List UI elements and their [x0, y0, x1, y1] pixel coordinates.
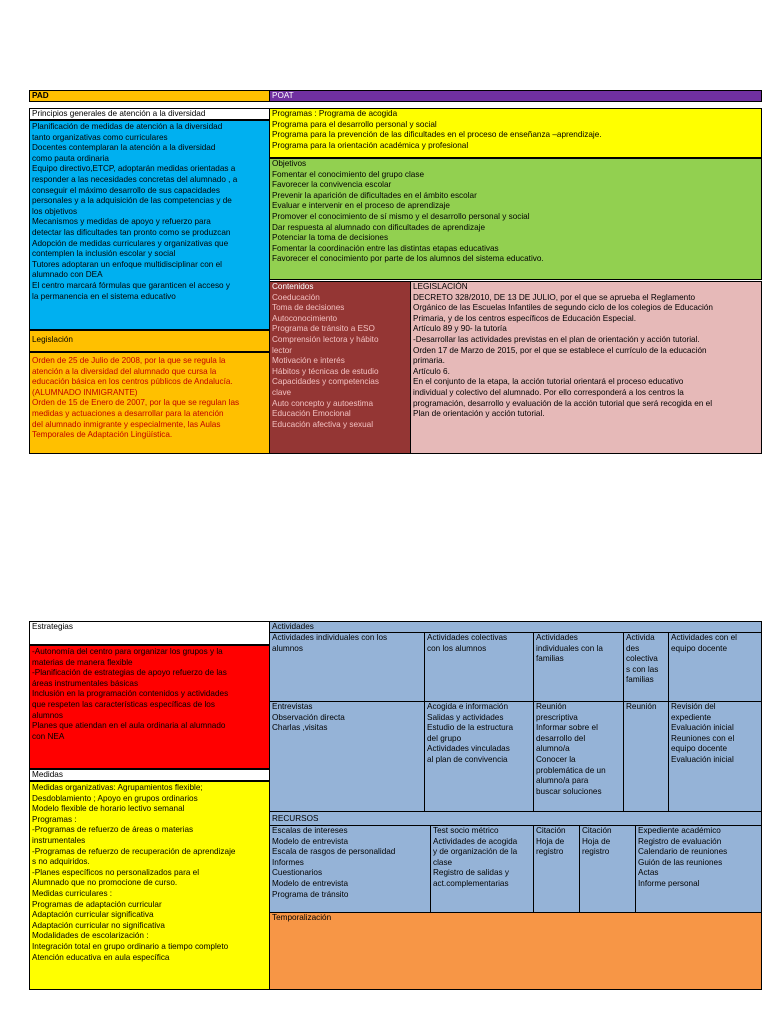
objetivo-line: Favorecer la convivencia escolar [272, 180, 392, 190]
act-item-line: Actividades vinculadas [427, 744, 510, 754]
act-item-line: expediente [671, 712, 712, 722]
medida-line: Medidas organizativas: Agrupamientos flexible; [32, 783, 203, 792]
contenido-line: Educación Emocional [272, 409, 351, 419]
recursos-cell-1 [269, 825, 431, 913]
act-item-line: desarrollo del [536, 733, 586, 743]
act-item-line: Salidas y actividades [427, 712, 504, 722]
act-item-line: Informar sobre el [536, 723, 598, 733]
principio-line: la permanencia en el sistema educativo [32, 291, 176, 301]
act-item-line: buscar soluciones [536, 786, 602, 796]
principio-line: Adopción de medidas curriculares y organizativas que [32, 238, 229, 248]
estrategias-title-label: Estrategias [32, 622, 73, 631]
legislacion-right-line: Orgánico de las Escuelas Infantiles de segundo ciclo de los colegios de Educación [413, 303, 713, 313]
legislacion-right-line: individual y colectivo del alumnado. Por ello corresponderá a los centros la [413, 387, 684, 397]
recursos-cell-3 [533, 825, 580, 913]
act-item-line: alumno/a [536, 744, 570, 754]
act-item-line: Estudio de la estructura [427, 723, 514, 733]
recurso-line: Informes [272, 857, 304, 867]
recurso-line: Registro de salidas y [433, 868, 509, 878]
medida-line: Medidas curriculares : [32, 888, 113, 898]
act-header-line: des [626, 643, 640, 653]
act-header-line: Actividades [536, 633, 578, 642]
medida-line: -Planes específicos no personalizados para el [32, 867, 200, 877]
medidas-body [29, 781, 270, 990]
estrategia-line: Inclusión en la programación contenidos y actividades [32, 689, 229, 699]
recurso-line: act.complementarias [433, 878, 509, 888]
principio-line: detectar las dificultades tan pronto como se produzcan [32, 227, 231, 237]
act-item-line: Evaluación inicial [671, 754, 734, 764]
recurso-line: Cuestionarios [272, 868, 323, 878]
objetivo-line: Fomentar el conocimiento del grupo clase [272, 169, 425, 179]
legislacion-left-body [29, 352, 270, 454]
medidas-title-label: Medidas [32, 770, 63, 779]
principios-title [29, 108, 270, 120]
legislacion-left-line: (ALUMNADO INMIGRANTE) [32, 387, 138, 397]
estrategia-line: -Planificación de estrategias de apoyo refuerzo de las [32, 668, 227, 678]
contenido-line: clave [272, 387, 292, 397]
act-item-line: del grupo [427, 733, 462, 743]
contenido-line: Capacidades y competencias [272, 377, 379, 387]
principio-line: El centro marcará fórmulas que garanticen el acceso y [32, 280, 230, 290]
medida-line: -Programas de refuerzo de áreas o materias [32, 825, 194, 835]
recurso-line: Informe personal [638, 878, 700, 888]
legislacion-right-line: DECRETO 328/2010, DE 13 DE JULIO, por el que se aprueba el Reglamento [413, 292, 696, 302]
estrategias-title [29, 621, 270, 645]
legislacion-right-line: programación, desarrollo y evaluación de la acción tutorial que será recogida en el [413, 398, 713, 408]
estrategia-line: materias de manera flexible [32, 657, 133, 667]
recurso-line: Programa de tránsito [272, 889, 349, 899]
recurso-line: Hoja de [536, 836, 565, 846]
act-header-line: Activida [626, 633, 655, 642]
act-cell-individuales-alumnos [269, 701, 425, 812]
recurso-line: Expediente académico [638, 826, 721, 835]
principio-line: como pauta ordinaria [32, 153, 109, 163]
recurso-line: Actas [638, 868, 659, 878]
poat-header [269, 90, 762, 102]
legislacion-right-line: -Desarrollar las actividades previstas en el plan de orientación y acción tutorial. [413, 334, 700, 344]
contenido-line: lector [272, 345, 293, 355]
legislacion-left-line: medidas y actuaciones a desarrollar para la atención [32, 408, 224, 418]
recurso-line: registro [536, 847, 564, 857]
legislacion-right-line: Orden 17 de Marzo de 2015, por el que se establece el currículo de la educación [413, 345, 707, 355]
act-header-colectivas-alumnos [424, 632, 534, 702]
actividades-title-label: Actividades [272, 622, 314, 631]
objetivos-title: Objetivos [272, 159, 307, 168]
principio-line: tanto organizativas como curriculares [32, 132, 168, 142]
temporalizacion-title: Temporalización [272, 913, 332, 922]
medida-line: -Programas de refuerzo de recuperación de aprendizaje [32, 846, 236, 856]
principio-line: responder a las necesidades concretas del alumnado , a [32, 174, 238, 184]
recurso-line: Calendario de reuniones [638, 847, 728, 857]
act-header-line: equipo docente [671, 643, 727, 653]
recurso-line: registro [582, 847, 610, 857]
principio-line: alumnado con DEA [32, 270, 103, 280]
estrategias-body [29, 645, 270, 769]
programa-line: Programa para la prevención de las dificultades en el proceso de enseñanza –aprendizaje. [272, 130, 602, 140]
medida-line: Modalidades de escolarización : [32, 931, 149, 941]
objetivo-line: Prevenir la aparición de dificultades en el ámbito escolar [272, 190, 477, 200]
act-header-line: colectiva [626, 654, 658, 664]
medidas-title [29, 769, 270, 781]
legislacion-left-title-label: Legislación [32, 335, 73, 344]
contenido-line: Programa de tránsito a ESO [272, 324, 375, 334]
legislacion-right-block [410, 281, 762, 454]
programas-title: Programas : Programa de acogida [272, 109, 398, 118]
legislacion-left-line: educación básica en los centros públicos de Andalucía. [32, 377, 233, 387]
act-header-colectivas-familias [623, 632, 669, 702]
objetivo-line: Dar respuesta al alumnado con dificultades de aprendizaje [272, 222, 486, 232]
recursos-title [269, 811, 762, 826]
recurso-line: Registro de evaluación [638, 836, 722, 846]
medida-line: Atención educativa en aula específica [32, 952, 170, 962]
act-cell-equipo-docente [668, 701, 762, 812]
legislacion-right-line: primaria. [413, 356, 445, 366]
contenido-line: Autoconocimiento [272, 313, 338, 323]
contenido-line: Hábitos y técnicas de estudio [272, 366, 379, 376]
recurso-line: Escala de rasgos de personalidad [272, 847, 396, 857]
act-item-line: Acogida e información [427, 702, 509, 711]
act-header-individuales-alumnos [269, 632, 425, 702]
recursos-cell-4 [579, 825, 636, 913]
act-item-line: equipo docente [671, 744, 727, 754]
recurso-line: clase [433, 857, 453, 867]
principio-line: Mecanismos y medidas de apoyo y refuerzo para [32, 217, 211, 227]
legislacion-left-line: Orden de 25 de Julio de 2008, por la que se regula la [32, 356, 226, 365]
estrategia-line: alumnos [32, 710, 63, 720]
recurso-line: Modelo de entrevista [272, 836, 349, 846]
act-header-line: individuales con la [536, 643, 603, 653]
act-item-line: Observación directa [272, 712, 345, 722]
act-cell-colectivas-familias [623, 701, 669, 812]
contenidos-block [269, 281, 411, 454]
contenido-line: Toma de decisiones [272, 303, 345, 313]
act-item-line: problemática de un [536, 765, 606, 775]
act-item-line: prescriptiva [536, 712, 578, 722]
medida-line: Alumnado que no promocione de curso. [32, 878, 178, 888]
legislacion-left-line: Orden de 15 de Enero de 2007, por la que se regulan las [32, 398, 240, 408]
recurso-line: Escalas de intereses [272, 826, 348, 835]
principio-line: contemplen la inclusión escolar y social [32, 249, 176, 259]
medida-line: s no adquiridos. [32, 857, 90, 867]
medida-line: Programas : [32, 814, 77, 824]
principios-list [29, 120, 270, 330]
contenido-line: Auto concepto y autoestima [272, 398, 374, 408]
pad-header [29, 90, 270, 102]
act-item-line: Evaluación inicial [671, 723, 734, 733]
recurso-line: Guión de las reuniones [638, 857, 723, 867]
legislacion-right-line: En el conjunto de la etapa, la acción tutorial orientará el proceso educativo [413, 377, 684, 387]
objetivo-line: Promover el conocimiento de sí mismo y el desarrollo personal y social [272, 211, 530, 221]
act-header-line: Actividades colectivas [427, 633, 508, 642]
principio-line: Planificación de medidas de atención a la diversidad [32, 122, 223, 131]
objetivos-block [269, 158, 762, 280]
act-item-line: Conocer la [536, 754, 576, 764]
principio-line: personales y a la adquisición de las competencias y de [32, 196, 232, 206]
temporalizacion-block [269, 912, 762, 990]
legislacion-right-title: LEGISLACIÓN [413, 282, 468, 291]
act-item-line: Revisión del [671, 702, 716, 711]
principio-line: conseguir el máximo desarrollo de sus capacidades [32, 185, 220, 195]
programas-block [269, 108, 762, 158]
principio-line: Equipo directivo,ETCP, adoptarán medidas orientadas a [32, 164, 236, 174]
legislacion-right-line: Artículo 6. [413, 366, 450, 376]
recurso-line: Citación [536, 826, 566, 835]
recursos-cell-2 [430, 825, 534, 913]
contenido-line: Comprensión lectora y hábito [272, 334, 379, 344]
objetivo-line: Favorecer el conocimiento por parte de los alumnos del sistema educativo. [272, 254, 544, 264]
act-item-line: Reuniones con el [671, 733, 735, 743]
estrategia-line: -Autonomía del centro para organizar los grupos y la [32, 647, 223, 656]
medida-line: Adaptación curricular no significativa [32, 920, 165, 930]
legislacion-left-line: del alumnado inmigrante y especialmente, las Aulas [32, 419, 221, 429]
programa-line: Programa para el desarrollo personal y social [272, 119, 437, 129]
recurso-line: Citación [582, 826, 612, 835]
act-header-equipo-docente [668, 632, 762, 702]
contenidos-title: Contenidos [272, 282, 314, 291]
pad-header-label: PAD [32, 91, 49, 100]
objetivo-line: Evaluar e intervenir en el proceso de aprendizaje [272, 201, 450, 211]
contenido-line: Coeducación [272, 292, 320, 302]
estrategia-line: con NEA [32, 731, 65, 741]
legislacion-left-line: atención a la diversidad del alumnado que cursa la [32, 366, 217, 376]
recurso-line: Modelo de entrevista [272, 878, 349, 888]
act-header-line: s con las [626, 664, 659, 674]
recurso-line: Hoja de [582, 836, 611, 846]
poat-header-label: POAT [272, 91, 294, 100]
legislacion-left-line: Temporales de Adaptación Lingüística. [32, 430, 173, 440]
act-header-line: Actividades individuales con los [272, 633, 388, 642]
act-header-individuales-familias [533, 632, 624, 702]
recurso-line: Test socio métrico [433, 826, 499, 835]
contenido-line: Motivación e interés [272, 356, 345, 366]
estrategia-line: Planes que atiendan en el aula ordinaria al alumnado [32, 721, 226, 731]
act-header-line: familias [536, 654, 564, 664]
recursos-cell-5 [635, 825, 762, 913]
principio-line: Docentes contemplaran la atención a la diversidad [32, 143, 216, 153]
principio-line: los objetivos [32, 206, 78, 216]
act-cell-colectivas-alumnos [424, 701, 534, 812]
act-header-line: con los alumnos [427, 643, 487, 653]
medida-line: Desdoblamiento ; Apoyo en grupos ordinarios [32, 793, 198, 803]
programa-line: Programa para la orientación académica y profesional [272, 140, 469, 150]
medida-line: Adaptación curricular significativa [32, 910, 154, 920]
objetivo-line: Potenciar la toma de decisiones [272, 233, 389, 243]
legislacion-right-line: Primaria, y de los centros específicos de Educación Especial. [413, 313, 636, 323]
medida-line: Integración total en grupo ordinario a tiempo completo [32, 941, 229, 951]
act-item-line: Charlas ,visitas [272, 723, 328, 733]
estrategia-line: áreas instrumentales básicas [32, 678, 139, 688]
act-item-line: Entrevistas [272, 702, 313, 711]
act-item-line: al plan de convivencia [427, 754, 508, 764]
medida-line: instrumentales [32, 835, 86, 845]
legislacion-right-line: Artículo 89 y 90- la tutoría [413, 324, 507, 334]
act-header-line: Actividades con el [671, 633, 737, 642]
recursos-title-label: RECURSOS [272, 814, 319, 823]
act-header-line: alumnos [272, 643, 303, 653]
contenido-line: Educación afectiva y sexual [272, 419, 374, 429]
recurso-line: y de organización de la [433, 847, 518, 857]
legislacion-left-title [29, 330, 270, 352]
act-cell-individuales-familias [533, 701, 624, 812]
act-item-line: Reunión [536, 702, 567, 711]
medida-line: Modelo flexible de horario lectivo semanal [32, 804, 185, 814]
legislacion-right-line: Plan de orientación y acción tutorial. [413, 409, 545, 419]
principio-line: Tutores adoptaran un enfoque multidisciplinar con el [32, 259, 222, 269]
principios-title-label: Principios generales de atención a la diversidad [32, 109, 206, 118]
recurso-line: Actividades de acogida [433, 836, 518, 846]
objetivo-line: Fomentar la coordinación entre las distintas etapas educativas [272, 243, 499, 253]
medida-line: Programas de adaptación curricular [32, 899, 162, 909]
act-header-line: familias [626, 675, 654, 685]
act-item-line: Reunión [626, 702, 657, 711]
act-item-line: alumno/a para [536, 776, 589, 786]
estrategia-line: que respeten las características específicas de los [32, 699, 215, 709]
